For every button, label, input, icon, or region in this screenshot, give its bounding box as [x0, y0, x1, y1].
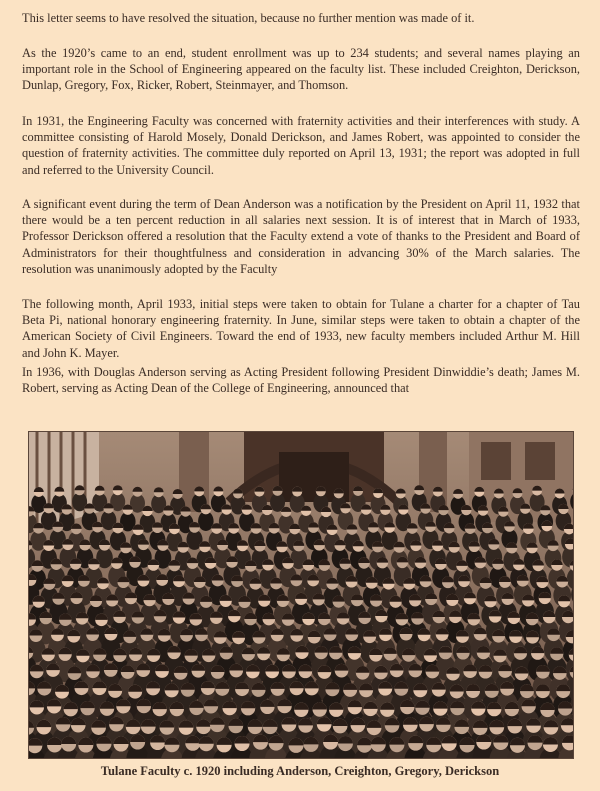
group-photo	[28, 431, 574, 759]
photo-caption: Tulane Faculty c. 1920 including Anderson, Creighton, Gregory, Derickson	[100, 764, 500, 778]
paragraph-1920s-enrollment: As the 1920’s came to an end, student enrollment was up to 234 students; and several names playing an important role in the School of Engineering appeared on the faculty list. These included Creighton, Derickson, Dunlap, Gregory, Fox, Ricker, Robert, Steinmayer, and Thomson.	[22, 46, 580, 93]
paragraph-tau-beta-pi: The following month, April 1933, initial steps were taken to obtain for Tulane a charter for a chapter of Tau Beta Pi, national honorary engineering fraternity. In June, similar steps were taken to obtain a chapter of the American Society of Civil Engineers. Toward the end of 1933, new faculty members included Arthur M. Hill and John K. Mayer.	[22, 297, 580, 360]
paragraph-salary-reduction: A significant event during the term of Dean Anderson was a notification by the President on April 11, 1932 that there would be a ten percent reduction in all salaries next session. It is of interest that in March of 1933, Professor Derickson offered a resolution that the Faculty extend a vote of thanks to the President and Board of Administrators for their thoughtfulness and consideration in advancing 30% of the March salaries. The resolution was unanimously adopted by the Faculty	[22, 197, 580, 276]
paragraph-1936-acting-dean: In 1936, with Douglas Anderson serving as Acting President following President Dinwiddie’s death; James M. Robert, serving as Acting Dean of the College of Engineering, announced that	[22, 365, 580, 396]
paragraph-1931-fraternity: In 1931, the Engineering Faculty was concerned with fraternity activities and their interferences with study. A committee consisting of Harold Mosely, Donald Derickson, and James Robert, was appointed to consider the question of fraternity activities. The committee duly reported on April 13, 1931; the report was adopted in full and referred to the University Council.	[22, 114, 580, 177]
paragraph-resolved-situation: This letter seems to have resolved the situation, because no further mention was made of it.	[22, 11, 475, 25]
